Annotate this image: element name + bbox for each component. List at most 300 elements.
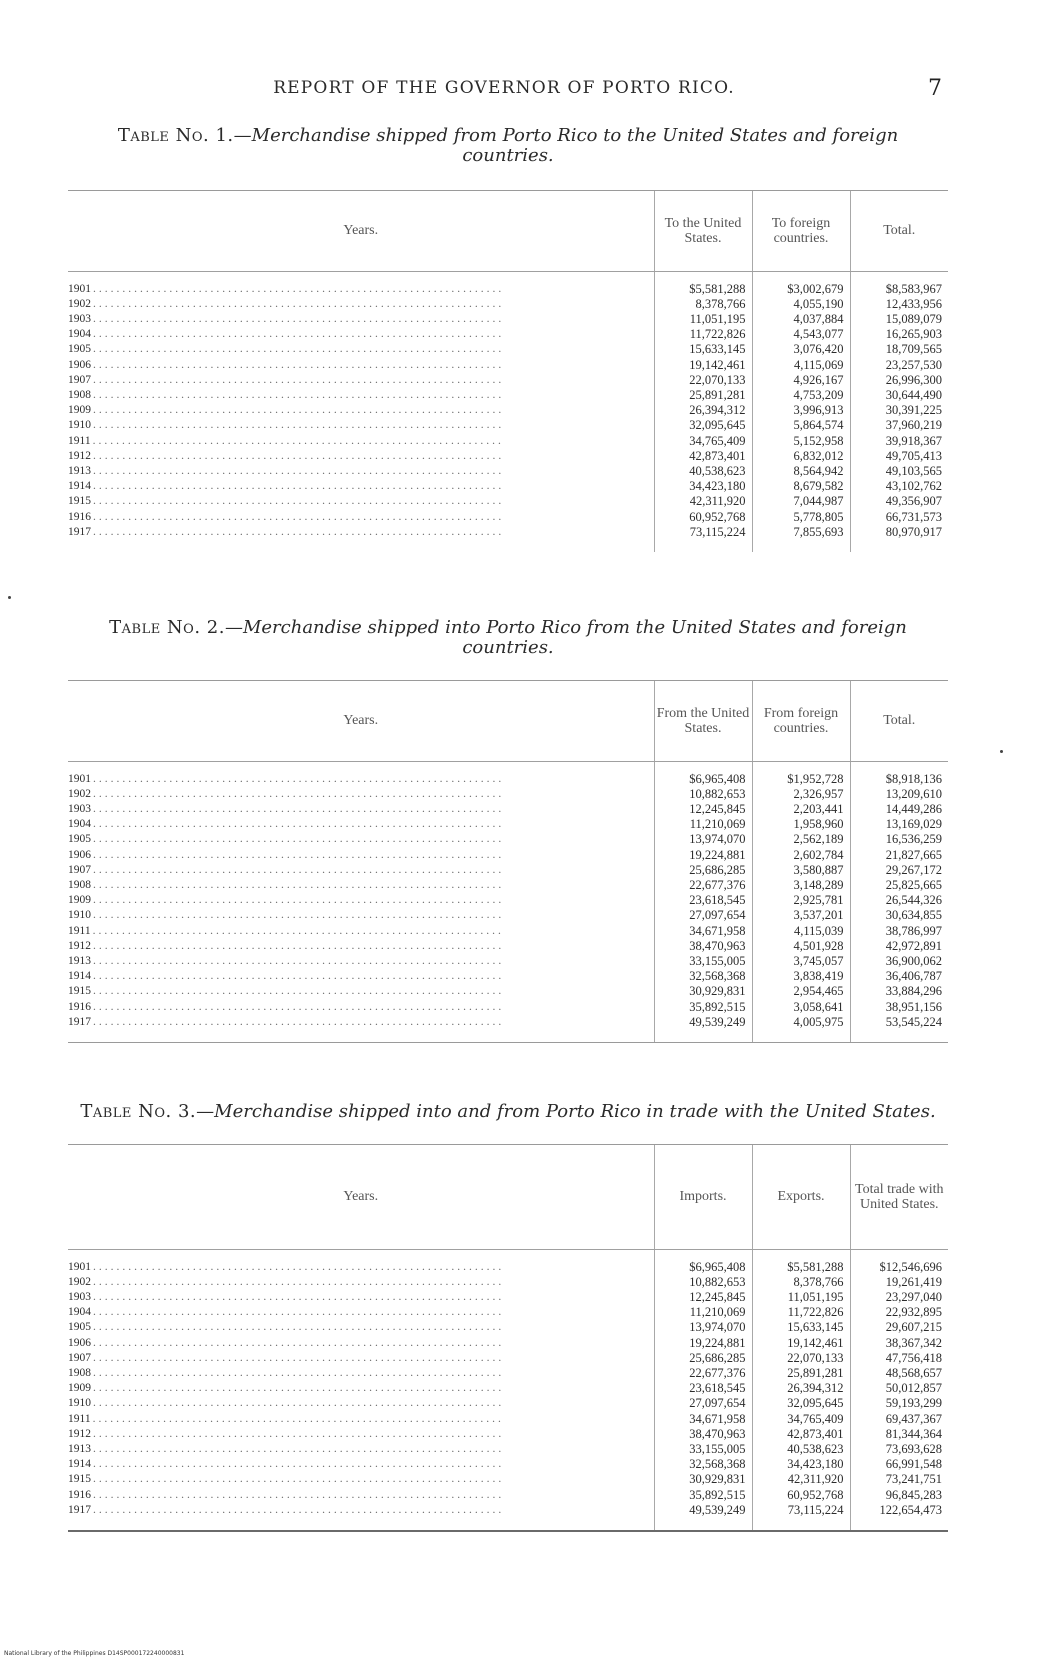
dot-leader: ...................................................................... [93,1321,505,1334]
value-cell-a: 15,633,145 [654,342,752,357]
value-cell-total: 49,356,907 [850,494,948,509]
table-row [68,479,948,494]
table-row [68,342,948,357]
value-cell-b: 40,538,623 [752,1442,850,1457]
value-cell-b: 11,722,826 [752,1305,850,1320]
table-row [68,848,948,863]
dot-leader: ...................................................................... [93,1503,505,1516]
year-label: 1913 [68,464,91,477]
year-cell [68,939,654,954]
value-cell-a: 34,765,409 [654,434,752,449]
value-cell-b: 7,855,693 [752,525,850,552]
dot-leader: ...................................................................... [93,525,505,538]
col-from-united-states-header: From the United States. [654,681,752,761]
year-label: 1903 [68,1290,91,1303]
table-row [68,863,948,878]
year-cell [68,878,654,893]
dot-leader: ...................................................................... [93,373,505,386]
year-cell [68,1275,654,1290]
value-cell-b: 3,148,289 [752,878,850,893]
table-row [68,327,948,342]
table-row [68,954,948,969]
year-cell [68,817,654,832]
dot-leader: ...................................................................... [93,1442,505,1455]
year-label: 1912 [68,449,91,462]
value-cell-a: 12,245,845 [654,1290,752,1305]
table-row [68,373,948,388]
value-cell-a: 22,677,376 [654,1366,752,1381]
dot-leader: ...................................................................... [93,510,505,523]
table-2-bottom-rule [68,1042,948,1043]
value-cell-total: 25,825,665 [850,878,948,893]
dot-leader: ...................................................................... [93,1351,505,1364]
dot-leader: ...................................................................... [93,282,505,295]
year-cell [68,297,654,312]
value-cell-a: 22,677,376 [654,878,752,893]
value-cell-a: 34,423,180 [654,479,752,494]
value-cell-total: 66,991,548 [850,1457,948,1472]
year-label: 1902 [68,787,91,800]
table-row [68,984,948,999]
value-cell-a: 38,470,963 [654,939,752,954]
table-row [68,1442,948,1457]
value-cell-b: $3,002,679 [752,271,850,297]
year-cell [68,1320,654,1335]
dot-leader: ...................................................................... [93,772,505,785]
value-cell-b: 4,753,209 [752,388,850,403]
table-2-body [68,761,948,1042]
value-cell-a: 38,470,963 [654,1427,752,1442]
value-cell-total: 30,634,855 [850,908,948,923]
year-cell [68,1396,654,1411]
value-cell-a: 40,538,623 [654,464,752,479]
value-cell-b: 5,152,958 [752,434,850,449]
value-cell-a: 23,618,545 [654,893,752,908]
value-cell-total: 50,012,857 [850,1381,948,1396]
year-label: 1908 [68,1366,91,1379]
year-label: 1911 [68,1412,91,1425]
value-cell-b: 3,745,057 [752,954,850,969]
year-cell [68,1472,654,1487]
year-label: 1914 [68,970,91,983]
table-row [68,924,948,939]
value-cell-b: 73,115,224 [752,1503,850,1530]
value-cell-b: $1,952,728 [752,761,850,787]
value-cell-total: 15,089,079 [850,312,948,327]
scan-speck [1000,750,1003,753]
dot-leader: ...................................................................... [93,802,505,815]
table-row [68,908,948,923]
year-label: 1912 [68,1427,91,1440]
year-cell [68,327,654,342]
table-3-caption [68,1102,948,1122]
table-row [68,1320,948,1335]
year-label: 1916 [68,1000,91,1013]
year-cell [68,1290,654,1305]
value-cell-a: 30,929,831 [654,984,752,999]
year-label: 1915 [68,985,91,998]
value-cell-a: $6,965,408 [654,1249,752,1275]
dot-leader: ...................................................................... [93,818,505,831]
dot-leader: ...................................................................... [93,878,505,891]
value-cell-a: 30,929,831 [654,1472,752,1487]
value-cell-total: 69,437,367 [850,1412,948,1427]
value-cell-a: $6,965,408 [654,761,752,787]
year-cell [68,418,654,433]
value-cell-b: 3,076,420 [752,342,850,357]
value-cell-total: 80,970,917 [850,525,948,552]
dot-leader: ...................................................................... [93,464,505,477]
value-cell-b: 42,311,920 [752,1472,850,1487]
year-label: 1913 [68,1442,91,1455]
value-cell-b: 26,394,312 [752,1381,850,1396]
year-cell [68,271,654,297]
table-row [68,418,948,433]
dot-leader: ...................................................................... [93,1427,505,1440]
year-cell [68,969,654,984]
value-cell-a: 19,142,461 [654,358,752,373]
table-2-grid [68,681,948,1042]
year-label: 1902 [68,297,91,310]
dot-leader: ...................................................................... [93,1382,505,1395]
value-cell-b: $5,581,288 [752,1249,850,1275]
value-cell-a: 25,686,285 [654,1351,752,1366]
dot-leader: ...................................................................... [93,1260,505,1273]
value-cell-b: 4,115,069 [752,358,850,373]
year-cell [68,342,654,357]
value-cell-total: 23,257,530 [850,358,948,373]
dot-leader: ...................................................................... [93,985,505,998]
value-cell-a: 13,974,070 [654,832,752,847]
value-cell-a: 25,891,281 [654,388,752,403]
value-cell-total: 21,827,665 [850,848,948,863]
value-cell-total: 13,209,610 [850,787,948,802]
dot-leader: ...................................................................... [93,419,505,432]
year-cell [68,1503,654,1530]
value-cell-total: 16,536,259 [850,832,948,847]
value-cell-total: 38,367,342 [850,1336,948,1351]
table-row [68,403,948,418]
value-cell-a: 32,568,368 [654,969,752,984]
dot-leader: ...................................................................... [93,404,505,417]
table-row [68,1015,948,1042]
value-cell-total: 13,169,029 [850,817,948,832]
value-cell-total: 29,267,172 [850,863,948,878]
table-3-title: —Merchandise shipped into and from Porto Rico in trade with the United States. [196,1101,936,1122]
year-cell [68,1381,654,1396]
value-cell-total: 38,951,156 [850,1000,948,1015]
value-cell-a: 12,245,845 [654,802,752,817]
value-cell-a: 11,210,069 [654,1305,752,1320]
value-cell-total: 122,654,473 [850,1503,948,1530]
value-cell-a: 32,095,645 [654,418,752,433]
table-2-caption [68,618,948,658]
table-row [68,817,948,832]
year-label: 1907 [68,863,91,876]
value-cell-b: 2,954,465 [752,984,850,999]
table-1 [68,126,948,552]
table-2-number: Table No. 2. [109,617,225,638]
value-cell-total: 81,344,364 [850,1427,948,1442]
year-label: 1902 [68,1275,91,1288]
value-cell-total: 66,731,573 [850,510,948,525]
table-row [68,1336,948,1351]
value-cell-a: 8,378,766 [654,297,752,312]
value-cell-a: 42,311,920 [654,494,752,509]
dot-leader: ...................................................................... [93,970,505,983]
year-label: 1908 [68,388,91,401]
table-row [68,1472,948,1487]
col-years-header: Years. [68,1145,654,1249]
value-cell-b: 8,378,766 [752,1275,850,1290]
value-cell-total: 36,900,062 [850,954,948,969]
year-label: 1912 [68,939,91,952]
dot-leader: ...................................................................... [93,480,505,493]
value-cell-total: 30,391,225 [850,403,948,418]
table-row [68,893,948,908]
year-cell [68,802,654,817]
year-label: 1915 [68,495,91,508]
col-total-trade-header: Total trade with United States. [850,1145,948,1249]
year-cell [68,1412,654,1427]
year-label: 1905 [68,833,91,846]
col-imports-header: Imports. [654,1145,752,1249]
value-cell-b: 25,891,281 [752,1366,850,1381]
year-cell [68,848,654,863]
value-cell-b: 34,765,409 [752,1412,850,1427]
year-label: 1917 [68,1503,91,1516]
value-cell-total: 42,972,891 [850,939,948,954]
value-cell-total: 73,241,751 [850,1472,948,1487]
value-cell-a: 27,097,654 [654,908,752,923]
year-cell [68,1488,654,1503]
year-label: 1901 [68,282,91,295]
value-cell-total: 59,193,299 [850,1396,948,1411]
value-cell-b: 4,926,167 [752,373,850,388]
year-cell [68,787,654,802]
year-cell [68,479,654,494]
value-cell-b: 19,142,461 [752,1336,850,1351]
value-cell-total: 43,102,762 [850,479,948,494]
table-1-caption [68,126,948,166]
table-row [68,464,948,479]
year-cell [68,1442,654,1457]
year-cell [68,924,654,939]
value-cell-b: 60,952,768 [752,1488,850,1503]
year-label: 1916 [68,1488,91,1501]
value-cell-b: 2,562,189 [752,832,850,847]
year-label: 1903 [68,312,91,325]
value-cell-b: 5,864,574 [752,418,850,433]
value-cell-total: 36,406,787 [850,969,948,984]
value-cell-total: 96,845,283 [850,1488,948,1503]
dot-leader: ...................................................................... [93,1290,505,1303]
year-label: 1917 [68,1015,91,1028]
value-cell-b: 3,996,913 [752,403,850,418]
year-label: 1916 [68,510,91,523]
table-row [68,1503,948,1530]
value-cell-a: 32,568,368 [654,1457,752,1472]
value-cell-a: 26,394,312 [654,403,752,418]
value-cell-b: 11,051,195 [752,1290,850,1305]
value-cell-total: $12,546,696 [850,1249,948,1275]
dot-leader: ...................................................................... [93,939,505,952]
value-cell-a: 34,671,958 [654,924,752,939]
value-cell-a: 10,882,653 [654,787,752,802]
year-cell [68,510,654,525]
value-cell-a: 11,210,069 [654,817,752,832]
table-row [68,358,948,373]
table-row [68,1351,948,1366]
year-label: 1913 [68,954,91,967]
year-cell [68,954,654,969]
year-label: 1909 [68,404,91,417]
dot-leader: ...................................................................... [93,909,505,922]
table-row [68,312,948,327]
year-label: 1909 [68,1382,91,1395]
value-cell-total: 48,568,657 [850,1366,948,1381]
year-cell [68,984,654,999]
dot-leader: ...................................................................... [93,358,505,371]
table-row [68,1396,948,1411]
value-cell-total: 49,103,565 [850,464,948,479]
table-row [68,510,948,525]
value-cell-total: 53,545,224 [850,1015,948,1042]
table-row [68,434,948,449]
table-row [68,525,948,552]
table-row [68,449,948,464]
dot-leader: ...................................................................... [92,434,504,447]
year-label: 1901 [68,1260,91,1273]
value-cell-a: 34,671,958 [654,1412,752,1427]
year-label: 1911 [68,434,91,447]
year-label: 1909 [68,894,91,907]
value-cell-a: 35,892,515 [654,1000,752,1015]
year-cell [68,1015,654,1042]
year-label: 1906 [68,848,91,861]
value-cell-a: 25,686,285 [654,863,752,878]
table-row [68,1000,948,1015]
scan-credit: National Library of the Philippines D14SP000172240000831 [4,1650,185,1657]
year-label: 1903 [68,802,91,815]
dot-leader: ...................................................................... [93,1275,505,1288]
year-cell [68,1351,654,1366]
dot-leader: ...................................................................... [93,787,505,800]
value-cell-total: 16,265,903 [850,327,948,342]
year-label: 1904 [68,328,91,341]
year-label: 1915 [68,1473,91,1486]
dot-leader: ...................................................................... [93,1488,505,1501]
year-label: 1910 [68,419,91,432]
table-row [68,388,948,403]
value-cell-total: 18,709,565 [850,342,948,357]
value-cell-total: 12,433,956 [850,297,948,312]
value-cell-b: 2,326,957 [752,787,850,802]
value-cell-b: 4,055,190 [752,297,850,312]
value-cell-b: 34,423,180 [752,1457,850,1472]
dot-leader: ...................................................................... [93,1458,505,1471]
table-1-title: —Merchandise shipped from Porto Rico to the United States and foreign countries. [233,125,899,166]
table-row [68,1427,948,1442]
value-cell-b: 8,679,582 [752,479,850,494]
year-cell [68,1249,654,1275]
table-row [68,878,948,893]
dot-leader: ...................................................................... [93,343,505,356]
year-cell [68,434,654,449]
value-cell-total: 22,932,895 [850,1305,948,1320]
value-cell-total: $8,918,136 [850,761,948,787]
year-cell [68,449,654,464]
value-cell-total: 26,996,300 [850,373,948,388]
year-label: 1908 [68,878,91,891]
value-cell-total: 47,756,418 [850,1351,948,1366]
dot-leader: ...................................................................... [93,449,505,462]
year-cell [68,832,654,847]
table-2-title: —Merchandise shipped into Porto Rico from the United States and foreign countries. [224,617,907,658]
dot-leader: ...................................................................... [93,328,505,341]
table-3-grid [68,1145,948,1530]
table-row [68,1488,948,1503]
value-cell-b: 3,537,201 [752,908,850,923]
value-cell-b: 32,095,645 [752,1396,850,1411]
value-cell-b: 5,778,805 [752,510,850,525]
table-3-bottom-rule [68,1530,948,1532]
year-cell [68,312,654,327]
value-cell-a: 19,224,881 [654,1336,752,1351]
year-cell [68,908,654,923]
value-cell-b: 22,070,133 [752,1351,850,1366]
table-row [68,1290,948,1305]
value-cell-a: 23,618,545 [654,1381,752,1396]
year-cell [68,761,654,787]
value-cell-total: 23,297,040 [850,1290,948,1305]
col-total-header: Total. [850,191,948,271]
year-label: 1917 [68,525,91,538]
value-cell-b: 4,501,928 [752,939,850,954]
value-cell-b: 4,005,975 [752,1015,850,1042]
col-to-foreign-header: To foreign countries. [752,191,850,271]
table-row [68,271,948,297]
dot-leader: ...................................................................... [93,1473,505,1486]
table-row [68,494,948,509]
year-cell [68,893,654,908]
value-cell-b: 3,838,419 [752,969,850,984]
dot-leader: ...................................................................... [93,1336,505,1349]
table-row [68,761,948,787]
year-label: 1910 [68,909,91,922]
value-cell-b: 4,543,077 [752,327,850,342]
value-cell-a: 49,539,249 [654,1503,752,1530]
value-cell-b: 15,633,145 [752,1320,850,1335]
col-years-header: Years. [68,191,654,271]
col-total-header: Total. [850,681,948,761]
dot-leader: ...................................................................... [93,894,505,907]
dot-leader: ...................................................................... [92,924,504,937]
value-cell-a: 22,070,133 [654,373,752,388]
table-row [68,969,948,984]
year-label: 1905 [68,343,91,356]
value-cell-b: 3,580,887 [752,863,850,878]
dot-leader: ...................................................................... [93,1015,505,1028]
table-row [68,939,948,954]
year-label: 1904 [68,818,91,831]
year-cell [68,373,654,388]
dot-leader: ...................................................................... [93,388,505,401]
table-2 [68,618,948,1043]
value-cell-a: 33,155,005 [654,954,752,969]
col-to-united-states-header: To the United States. [654,191,752,271]
table-3-number: Table No. 3. [80,1101,197,1122]
